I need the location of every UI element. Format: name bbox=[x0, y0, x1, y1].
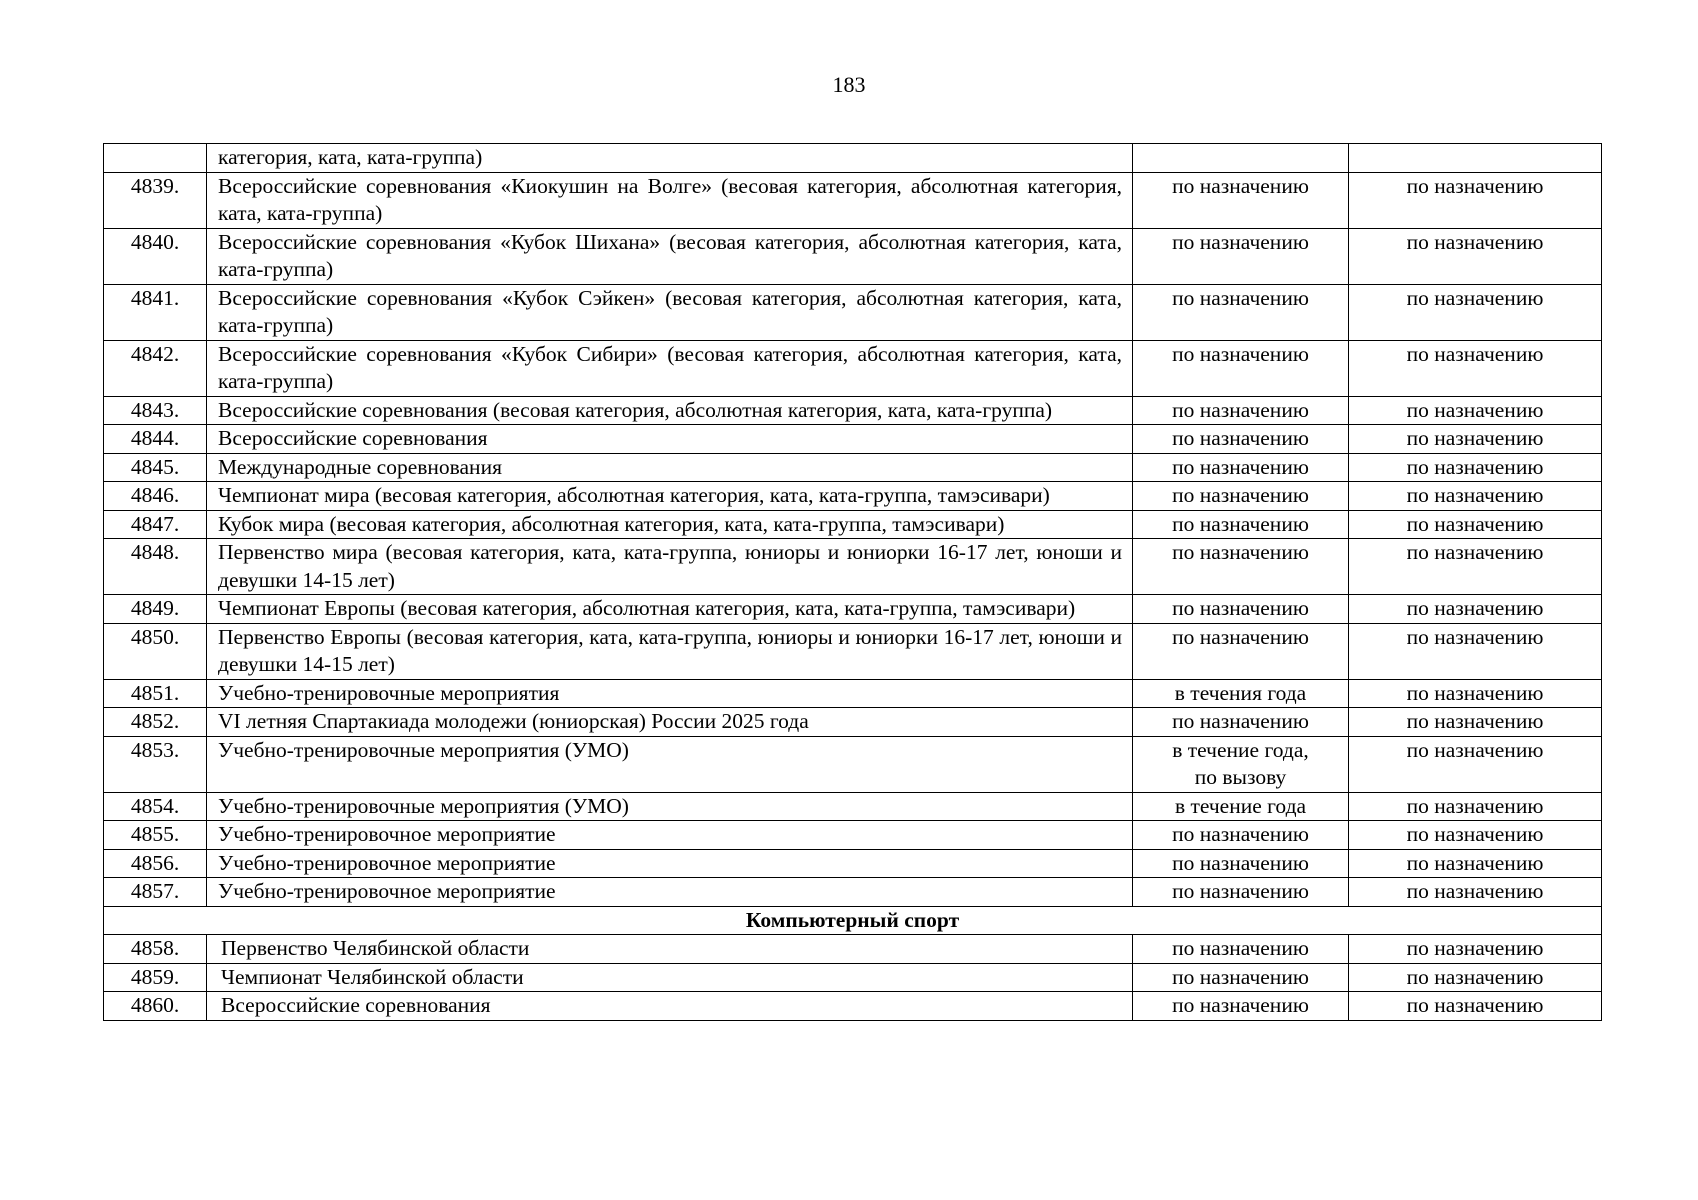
table-row bbox=[104, 482, 1602, 511]
event-place: по назначению bbox=[1349, 963, 1602, 992]
event-place: по назначению bbox=[1349, 821, 1602, 850]
event-date: по назначению bbox=[1133, 228, 1349, 284]
event-date: по назначению bbox=[1133, 453, 1349, 482]
table-row bbox=[104, 736, 1602, 792]
event-name: Первенство мира (весовая категория, ката, ката-группа, юниоры и юниорки 16-17 лет, юноши и девушки 14-15 лет) bbox=[207, 539, 1133, 595]
event-date-line-2: по вызову bbox=[1194, 765, 1287, 789]
event-name: Учебно-тренировочные мероприятия bbox=[207, 679, 1133, 708]
event-name: Чемпионат Европы (весовая категория, абсолютная категория, ката, ката-группа, тамэсивари) bbox=[207, 595, 1133, 624]
event-date bbox=[1133, 736, 1349, 792]
row-number: 4847. bbox=[104, 510, 207, 539]
event-name: Учебно-тренировочное мероприятие bbox=[207, 849, 1133, 878]
event-place: по назначению bbox=[1349, 623, 1602, 679]
table-row bbox=[104, 284, 1602, 340]
row-number: 4854. bbox=[104, 792, 207, 821]
event-date: по назначению bbox=[1133, 878, 1349, 907]
event-date-line-1: в течение года, bbox=[1172, 737, 1309, 762]
event-date: по назначению bbox=[1133, 992, 1349, 1021]
event-place: по назначению bbox=[1349, 284, 1602, 340]
row-number: 4856. bbox=[104, 849, 207, 878]
event-place: по назначению bbox=[1349, 172, 1602, 228]
event-name: Всероссийские соревнования «Кубок Сибири» (весовая категория, абсолютная категория, ката, ката-группа) bbox=[207, 340, 1133, 396]
event-name: Учебно-тренировочное мероприятие bbox=[207, 821, 1133, 850]
event-date: по назначению bbox=[1133, 284, 1349, 340]
row-number: 4846. bbox=[104, 482, 207, 511]
event-date: по назначению bbox=[1133, 172, 1349, 228]
event-name: Чемпионат мира (весовая категория, абсолютная категория, ката, ката-группа, тамэсивари) bbox=[207, 482, 1133, 511]
event-name: VI летняя Спартакиада молодежи (юниорская) России 2025 года bbox=[207, 708, 1133, 737]
row-number: 4844. bbox=[104, 425, 207, 454]
event-place: по назначению bbox=[1349, 425, 1602, 454]
event-date: по назначению bbox=[1133, 821, 1349, 850]
event-date: по назначению bbox=[1133, 708, 1349, 737]
row-number: 4858. bbox=[104, 935, 207, 964]
table-row bbox=[104, 228, 1602, 284]
event-name: Всероссийские соревнования bbox=[207, 425, 1133, 454]
row-number: 4859. bbox=[104, 963, 207, 992]
table-row bbox=[104, 510, 1602, 539]
event-place: по назначению bbox=[1349, 878, 1602, 907]
event-name: Учебно-тренировочные мероприятия (УМО) bbox=[207, 792, 1133, 821]
row-number: 4850. bbox=[104, 623, 207, 679]
page-number: 183 bbox=[832, 72, 866, 97]
events-table bbox=[103, 143, 1602, 1021]
row-number bbox=[104, 144, 207, 173]
table-row bbox=[104, 539, 1602, 595]
row-number: 4852. bbox=[104, 708, 207, 737]
event-place: по назначению bbox=[1349, 679, 1602, 708]
table-row bbox=[104, 679, 1602, 708]
row-number: 4851. bbox=[104, 679, 207, 708]
table-row bbox=[104, 623, 1602, 679]
table-row bbox=[104, 708, 1602, 737]
event-name: Учебно-тренировочное мероприятие bbox=[207, 878, 1133, 907]
event-date: по назначению bbox=[1133, 482, 1349, 511]
event-date: по назначению bbox=[1133, 425, 1349, 454]
row-number: 4840. bbox=[104, 228, 207, 284]
table-row bbox=[104, 935, 1602, 964]
row-number: 4848. bbox=[104, 539, 207, 595]
table-row bbox=[104, 992, 1602, 1021]
event-date: по назначению bbox=[1133, 396, 1349, 425]
event-date: по назначению bbox=[1133, 595, 1349, 624]
event-place: по назначению bbox=[1349, 340, 1602, 396]
row-number: 4839. bbox=[104, 172, 207, 228]
row-number: 4849. bbox=[104, 595, 207, 624]
row-number: 4855. bbox=[104, 821, 207, 850]
event-name: Всероссийские соревнования (весовая категория, абсолютная категория, ката, ката-группа) bbox=[207, 396, 1133, 425]
event-name: Всероссийские соревнования bbox=[207, 992, 1133, 1021]
event-date: в течение года bbox=[1133, 792, 1349, 821]
row-number: 4857. bbox=[104, 878, 207, 907]
event-name: Первенство Челябинской области bbox=[207, 935, 1133, 964]
table-row-continuation bbox=[104, 144, 1602, 173]
table-row bbox=[104, 963, 1602, 992]
table-row bbox=[104, 396, 1602, 425]
row-number: 4843. bbox=[104, 396, 207, 425]
section-header-row bbox=[104, 906, 1602, 935]
table-row bbox=[104, 340, 1602, 396]
table-row bbox=[104, 172, 1602, 228]
row-number: 4853. bbox=[104, 736, 207, 792]
section-title: Компьютерный спорт bbox=[104, 906, 1602, 935]
event-name: Чемпионат Челябинской области bbox=[207, 963, 1133, 992]
event-place: по назначению bbox=[1349, 736, 1602, 792]
event-place bbox=[1349, 144, 1602, 173]
event-name: категория, ката, ката-группа) bbox=[207, 144, 1133, 173]
table-row bbox=[104, 849, 1602, 878]
table-row bbox=[104, 792, 1602, 821]
event-date: по назначению bbox=[1133, 623, 1349, 679]
table-row bbox=[104, 595, 1602, 624]
event-place: по назначению bbox=[1349, 453, 1602, 482]
event-place: по назначению bbox=[1349, 482, 1602, 511]
table-row bbox=[104, 453, 1602, 482]
row-number: 4845. bbox=[104, 453, 207, 482]
event-place: по назначению bbox=[1349, 935, 1602, 964]
table-row bbox=[104, 425, 1602, 454]
event-place: по назначению bbox=[1349, 595, 1602, 624]
event-name: Всероссийские соревнования «Кубок Сэйкен» (весовая категория, абсолютная категория, ката, ката-группа) bbox=[207, 284, 1133, 340]
event-date bbox=[1133, 144, 1349, 173]
event-date: по назначению bbox=[1133, 510, 1349, 539]
event-name: Первенство Европы (весовая категория, ката, ката-группа, юниоры и юниорки 16-17 лет, юноши и девушки 14-15 лет) bbox=[207, 623, 1133, 679]
event-name: Международные соревнования bbox=[207, 453, 1133, 482]
row-number: 4842. bbox=[104, 340, 207, 396]
event-place: по назначению bbox=[1349, 792, 1602, 821]
event-place: по назначению bbox=[1349, 992, 1602, 1021]
event-place: по назначению bbox=[1349, 228, 1602, 284]
event-place: по назначению bbox=[1349, 510, 1602, 539]
event-date: по назначению bbox=[1133, 849, 1349, 878]
event-place: по назначению bbox=[1349, 849, 1602, 878]
table-row bbox=[104, 821, 1602, 850]
event-name: Всероссийские соревнования «Кубок Шихана» (весовая категория, абсолютная категория, ката, ката-группа) bbox=[207, 228, 1133, 284]
row-number: 4841. bbox=[104, 284, 207, 340]
event-date: по назначению bbox=[1133, 340, 1349, 396]
event-date: по назначению bbox=[1133, 539, 1349, 595]
event-place: по назначению bbox=[1349, 539, 1602, 595]
event-place: по назначению bbox=[1349, 396, 1602, 425]
event-name: Кубок мира (весовая категория, абсолютная категория, ката, ката-группа, тамэсивари) bbox=[207, 510, 1133, 539]
event-date: в течения года bbox=[1133, 679, 1349, 708]
event-date: по назначению bbox=[1133, 935, 1349, 964]
event-date: по назначению bbox=[1133, 963, 1349, 992]
event-place: по назначению bbox=[1349, 708, 1602, 737]
table-row bbox=[104, 878, 1602, 907]
event-name: Всероссийские соревнования «Киокушин на Волге» (весовая категория, абсолютная категория, ката, ката-группа) bbox=[207, 172, 1133, 228]
row-number: 4860. bbox=[104, 992, 207, 1021]
event-name: Учебно-тренировочные мероприятия (УМО) bbox=[207, 736, 1133, 792]
